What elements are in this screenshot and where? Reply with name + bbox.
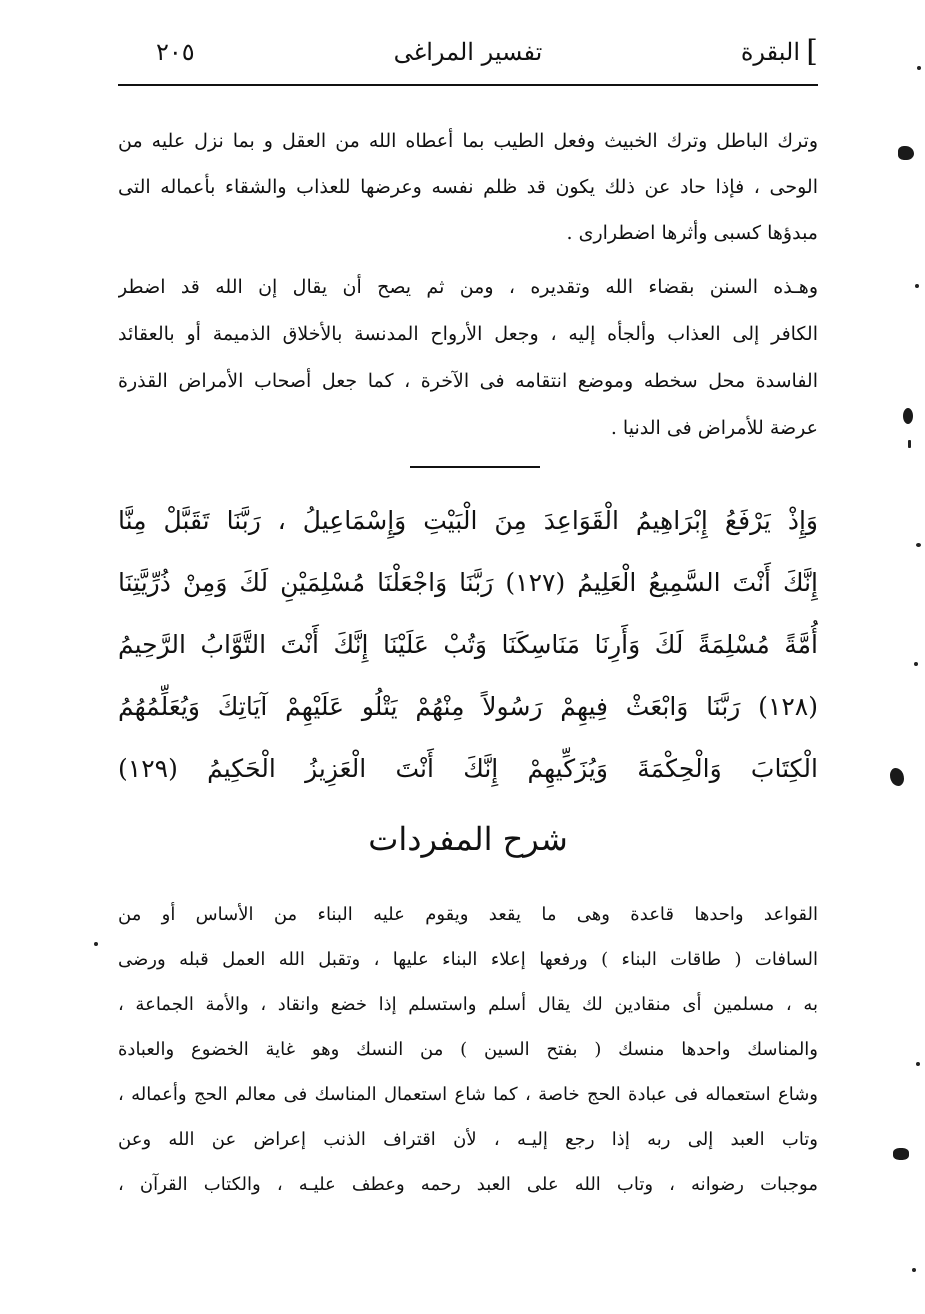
text-line: الوحى ، فإذا حاد عن ذلك يكون قد ظلم نفسه وعرضها للعذاب والشقاء بأعماله التى [118,176,818,198]
text-line: القواعد واحدها قاعدة وهى ما يقعد ويقوم عليه البناء من الأساس أو من [118,904,818,925]
text-line: موجبات رضوانه ، وتاب الله على العبد رحمه وعطف عليـه ، والكتاب القرآن ، [118,1174,818,1195]
scan-speck [915,284,919,288]
scan-blot [903,408,913,424]
scan-blot [898,146,914,160]
header-page-number: ٢٠٥ [156,38,195,66]
scan-speck [914,662,918,666]
section-heading: شرح المفردات [368,820,568,858]
scan-speck [916,1062,920,1066]
text-line: الكافر إلى العذاب وألجأه إليه ، وجعل الأرواح المدنسة بالأخلاق الذميمة أو بالعقائد [118,323,818,345]
scan-speck [917,66,921,70]
section-divider [410,466,540,468]
text-line: عرضة للأمراض فى الدنيا . [610,417,818,439]
verse-line: إِنَّكَ أَنْتَ السَّمِيعُ الْعَلِيمُ (١٢٧) رَبَّنَا وَاجْعَلْنَا مُسْلِمَيْنِ لَكَ وَمِنْ ذُرِّيَّتِنَا [118,568,818,597]
scan-speck [94,942,98,946]
text-line: وهـذه السنن بقضاء الله وتقديره ، ومن ثم يصح أن يقال إن الله قد اضطر [118,276,818,298]
quran-verse-block [118,490,818,800]
scan-blot [893,1148,909,1160]
scan-speck [912,1268,916,1272]
text-line: وترك الباطل وترك الخبيث وفعل الطيب بما أعطاه الله من العقل و بما نزل عليه من [118,130,818,152]
paragraph-2 [118,264,818,452]
header-rule [118,84,818,86]
header-book-title: تفسير المراغى [393,38,543,66]
text-line: الفاسدة محل سخطه وموضع انتقامه فى الآخرة ، كما جعل أصحاب الأمراض القذرة [118,370,818,392]
verse-line: أُمَّةً مُسْلِمَةً لَكَ وَأَرِنَا مَنَاسِكَنَا وَتُبْ عَلَيْنَا إِنَّكَ أَنْتَ التَّوَّابُ الرَّحِيمُ [118,630,818,659]
verse-line: (١٢٨) رَبَّنَا وَابْعَثْ فِيهِمْ رَسُولاً مِنْهُمْ يَتْلُو عَلَيْهِمْ آيَاتِكَ وَيُعَلِّمُهُمُ [118,692,818,721]
text-line: والمناسك واحدها منسك ( بفتح السين ) من النسك وهو غاية الخضوع والعبادة [118,1039,818,1060]
page-header [118,32,818,82]
paragraph-1 [118,118,818,256]
header-sura-name: البقرة [740,38,800,66]
header-bracket: ] [806,34,818,69]
text-line: وتاب العبد إلى ربه إذا رجع إليـه ، لأن اقتراف الذنب إعراض عن الله وعن [118,1129,818,1150]
scan-blot [890,768,904,786]
scan-speck [908,440,911,448]
verse-line: وَإِذْ يَرْفَعُ إِبْرَاهِيمُ الْقَوَاعِدَ مِنَ الْبَيْتِ وَإِسْمَاعِيلُ ، رَبَّنَا تَقَبَّلْ مِنَّا [118,506,818,535]
verse-line: الْكِتَابَ وَالْحِكْمَةَ وَيُزَكِّيهِمْ إِنَّكَ أَنْتَ الْعَزِيزُ الْحَكِيمُ (١٢٩) [118,754,818,783]
text-line: مبدؤها كسبى وأثرها اضطرارى . [566,222,818,244]
paragraph-3 [118,892,818,1207]
scan-speck [916,543,921,547]
text-line: وشاع استعماله فى عبادة الحج خاصة ، كما شاع استعمال المناسك فى معالم الحج وأعماله ، [118,1084,818,1105]
text-line: السافات ( طاقات البناء ) ورفعها إعلاء البناء عليها ، وتقبل الله العمل قبله ورضى [118,949,818,970]
text-line: به ، مسلمين أى منقادين لك يقال أسلم واستسلم إذا خضع وانقاد ، والأمة الجماعة ، [118,994,818,1015]
